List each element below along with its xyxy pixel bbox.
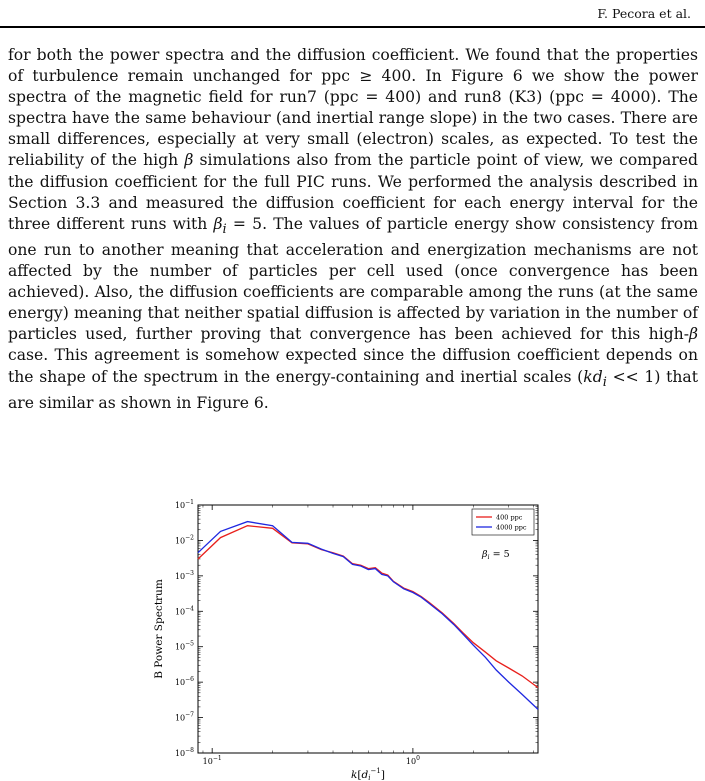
y-tick-label: $10^{-3}$ bbox=[174, 569, 194, 581]
y-tick-label: $10^{-5}$ bbox=[174, 640, 194, 652]
power-spectrum-chart bbox=[150, 497, 550, 781]
body-paragraph bbox=[8, 45, 698, 414]
y-tick-label: $10^{-8}$ bbox=[174, 747, 194, 758]
x-tick-label: $10^0$ bbox=[405, 755, 420, 766]
y-tick-label: $10^{-7}$ bbox=[174, 711, 194, 723]
y-tick-label: $10^{-6}$ bbox=[174, 676, 194, 688]
legend-label: 400 ppc bbox=[496, 513, 523, 522]
running-header-author: F. Pecora et al. bbox=[597, 6, 691, 21]
paragraph-text: for both the power spectra and the diffusion coefficient. We found that the properties of turbulence remain unchanged for ppc ≥ 400. In Figure 6 we show the power spectra of the magnetic field for run7 (ppc = 400) and run8 (K3) (ppc = 4000). The spectra have the same behaviour (and inertial range slope) in the two cases. There are small differences, especially at very small (electron) scales, as expected. To test the reliability of the high β simulations also from the particle point of view, we compared the diffusion coefficient for the full PIC runs. We performed the analysis described in Section 3.3 and measured the diffusion coefficient for each energy interval for the three different runs with $\beta_i = 5$. The values of particle energy show consistency from one run to another meaning that acceleration and energization mechanisms are not affected by the number of particles per cell used (once convergence has been achieved). Also, the diffusion coefficients are comparable among the runs (at the same energy) meaning that neither spatial diffusion is affected by variation in the number of particles used, further proving that convergence has been achieved for this high-β case. This agreement is somehow expected since the diffusion coefficient depends on the shape of the spectrum in the energy-containing and inertial scales $(kd_i << 1)$ that are similar as shown in Figure 6. bbox=[8, 46, 698, 412]
figure-6 bbox=[150, 497, 550, 781]
y-tick-label: $10^{-4}$ bbox=[174, 605, 194, 617]
y-tick-label: $10^{-1}$ bbox=[174, 499, 194, 510]
beta-annotation: $\beta_i = 5$ bbox=[482, 549, 510, 561]
x-axis-label: $k[di^{-1}]$ bbox=[351, 767, 385, 781]
y-tick-label: $10^{-2}$ bbox=[174, 534, 194, 546]
plot-frame bbox=[198, 505, 538, 753]
legend-label: 4000 ppc bbox=[496, 523, 527, 532]
y-axis-label: B Power Spectrum bbox=[153, 579, 165, 679]
header-rule bbox=[0, 26, 705, 28]
x-tick-label: $10^{-1}$ bbox=[202, 755, 222, 766]
legend bbox=[472, 509, 534, 535]
